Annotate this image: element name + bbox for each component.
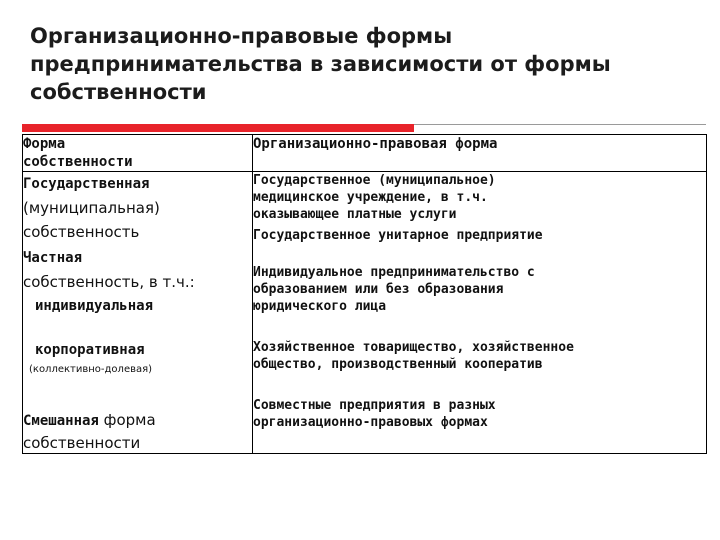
state-form-line-1: Государственное (муниципальное) xyxy=(253,173,496,188)
state-form-line-3: оказывающее платные услуги xyxy=(253,207,457,222)
legal-forms-cell xyxy=(253,172,707,454)
individual-ownership-label: индивидуальная xyxy=(35,298,154,314)
page-title xyxy=(30,22,710,106)
header-right-label: Организационно-правовая форма xyxy=(253,136,498,152)
state-ownership-line-2: (муниципальная) xyxy=(23,199,160,217)
individual-form-line-3: юридического лица xyxy=(253,299,387,314)
corporate-ownership-note: (коллективно-долевая) xyxy=(29,364,153,375)
corporate-form-line-1: Хозяйственное товарищество, хозяйственное xyxy=(253,340,574,355)
individual-form-line-2: образованием или без образования xyxy=(253,282,504,297)
accent-bar xyxy=(22,124,414,132)
ownership-table xyxy=(22,134,707,454)
state-form-line-2: медицинское учреждение, в т.ч. xyxy=(253,190,488,205)
state-ownership-label: Государственная xyxy=(23,176,150,192)
header-left-line-1: Форма xyxy=(23,136,66,152)
title-line-1: Организационно-правовые формы xyxy=(30,24,453,48)
individual-form-line-1: Индивидуальное предпринимательство с xyxy=(253,265,535,280)
mixed-ownership-line-2: собственности xyxy=(23,434,141,452)
corporate-form-line-2: общество, производственный кооператив xyxy=(253,357,543,372)
header-legal-form xyxy=(253,135,707,172)
corporate-ownership-label: корпоративная xyxy=(35,342,145,358)
title-line-2: предпринимательства в зависимости от формы xyxy=(30,52,611,76)
state-ownership-line-3: собственность xyxy=(23,223,140,241)
accent-divider xyxy=(414,124,706,125)
header-left-line-2: собственности xyxy=(23,154,133,170)
header-ownership-form xyxy=(23,135,253,172)
title-line-3: собственности xyxy=(30,80,207,104)
private-ownership-line-2: собственность, в т.ч.: xyxy=(23,273,195,291)
table-header-row xyxy=(23,135,707,172)
ownership-types-cell xyxy=(23,172,253,454)
mixed-form-line-1: Совместные предприятия в разных xyxy=(253,398,496,413)
table-body-row xyxy=(23,172,707,454)
mixed-ownership-rest: форма xyxy=(98,411,156,429)
mixed-ownership-label: Смешанная xyxy=(23,413,99,429)
mixed-form-line-2: организационно-правовых формах xyxy=(253,415,488,430)
private-ownership-label: Частная xyxy=(23,250,83,266)
unitary-enterprise-line: Государственное унитарное предприятие xyxy=(253,228,543,243)
